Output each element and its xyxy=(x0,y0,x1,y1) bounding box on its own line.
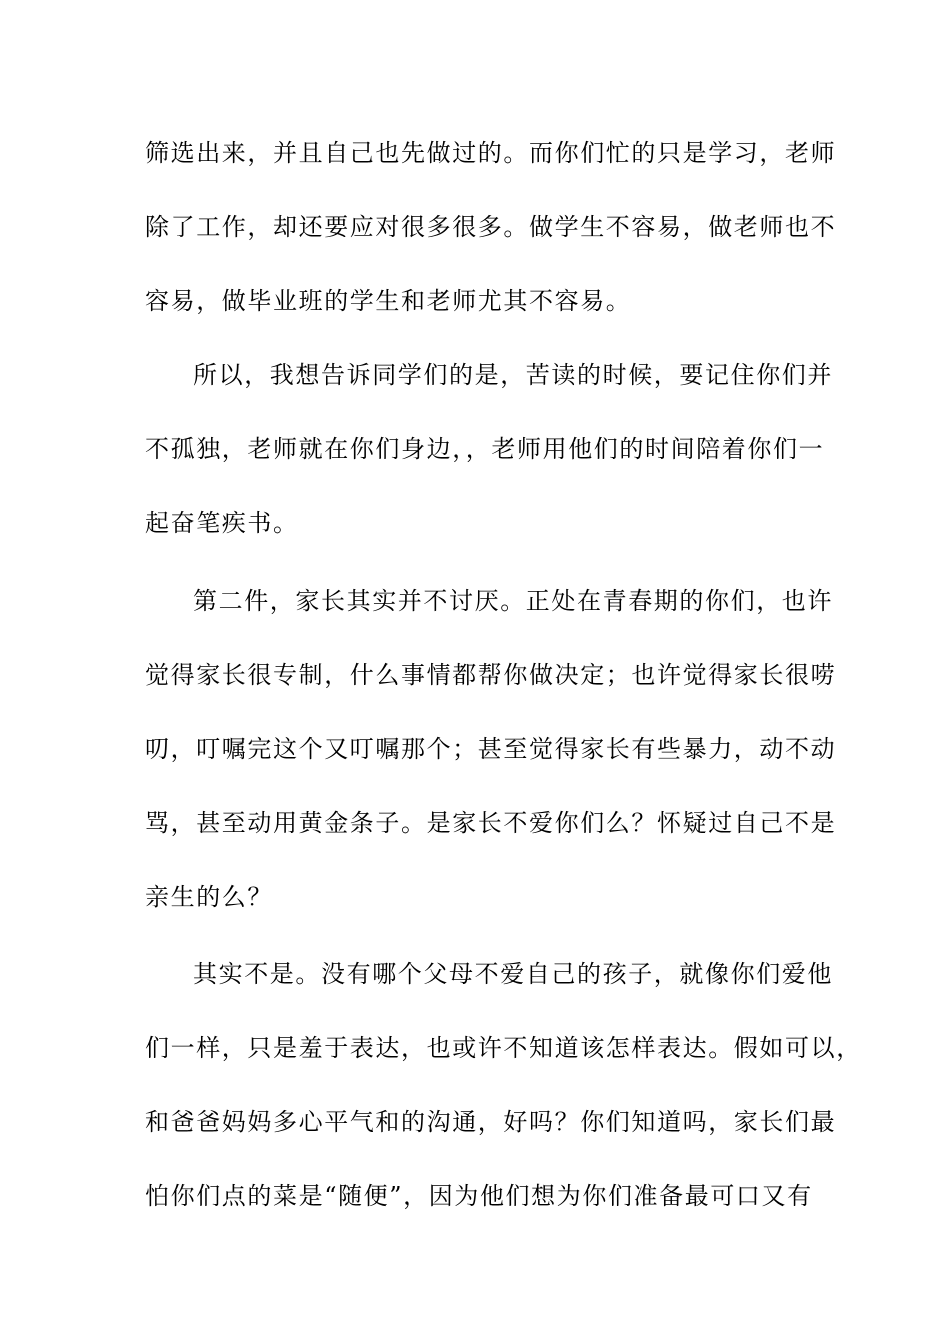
text-line: 筛选出来，并且自己也先做过的。而你们忙的只是学习，老师 xyxy=(145,139,837,167)
paragraph-first-line: 其实不是。没有哪个父母不爱自己的孩子，就像你们爱他 xyxy=(193,960,833,988)
paragraph-first-line: 所以，我想告诉同学们的是，苦读的时候，要记住你们并 xyxy=(193,361,833,389)
text-line: 容易，做毕业班的学生和老师尤其不容易。 xyxy=(145,287,632,315)
text-line: 起奋笔疾书。 xyxy=(145,509,299,537)
paragraph-first-line: 第二件，家长其实并不讨厌。正处在青春期的你们，也许 xyxy=(193,587,833,615)
text-line: 觉得家长很专制，什么事情都帮你做决定；也许觉得家长很唠 xyxy=(145,661,837,689)
text-line: 和爸爸妈妈多心平气和的沟通，好吗？你们知道吗，家长们最 xyxy=(145,1108,837,1136)
text-line: 叨，叮嘱完这个又叮嘱那个；甚至觉得家长有些暴力，动不动 xyxy=(145,735,837,763)
text-line: 除了工作，却还要应对很多很多。做学生不容易，做老师也不 xyxy=(145,213,837,241)
text-line: 亲生的么？ xyxy=(145,883,273,911)
text-line: 们一样，只是羞于表达，也或许不知道该怎样表达。假如可以， xyxy=(145,1034,862,1062)
text-line: 怕你们点的菜是“随便”，因为他们想为你们准备最可口又有 xyxy=(145,1182,813,1210)
text-line: 骂，甚至动用黄金条子。是家长不爱你们么？怀疑过自己不是 xyxy=(145,809,837,837)
text-line: 不孤独，老师就在你们身边，，老师用他们的时间陪着你们一 xyxy=(145,435,825,463)
